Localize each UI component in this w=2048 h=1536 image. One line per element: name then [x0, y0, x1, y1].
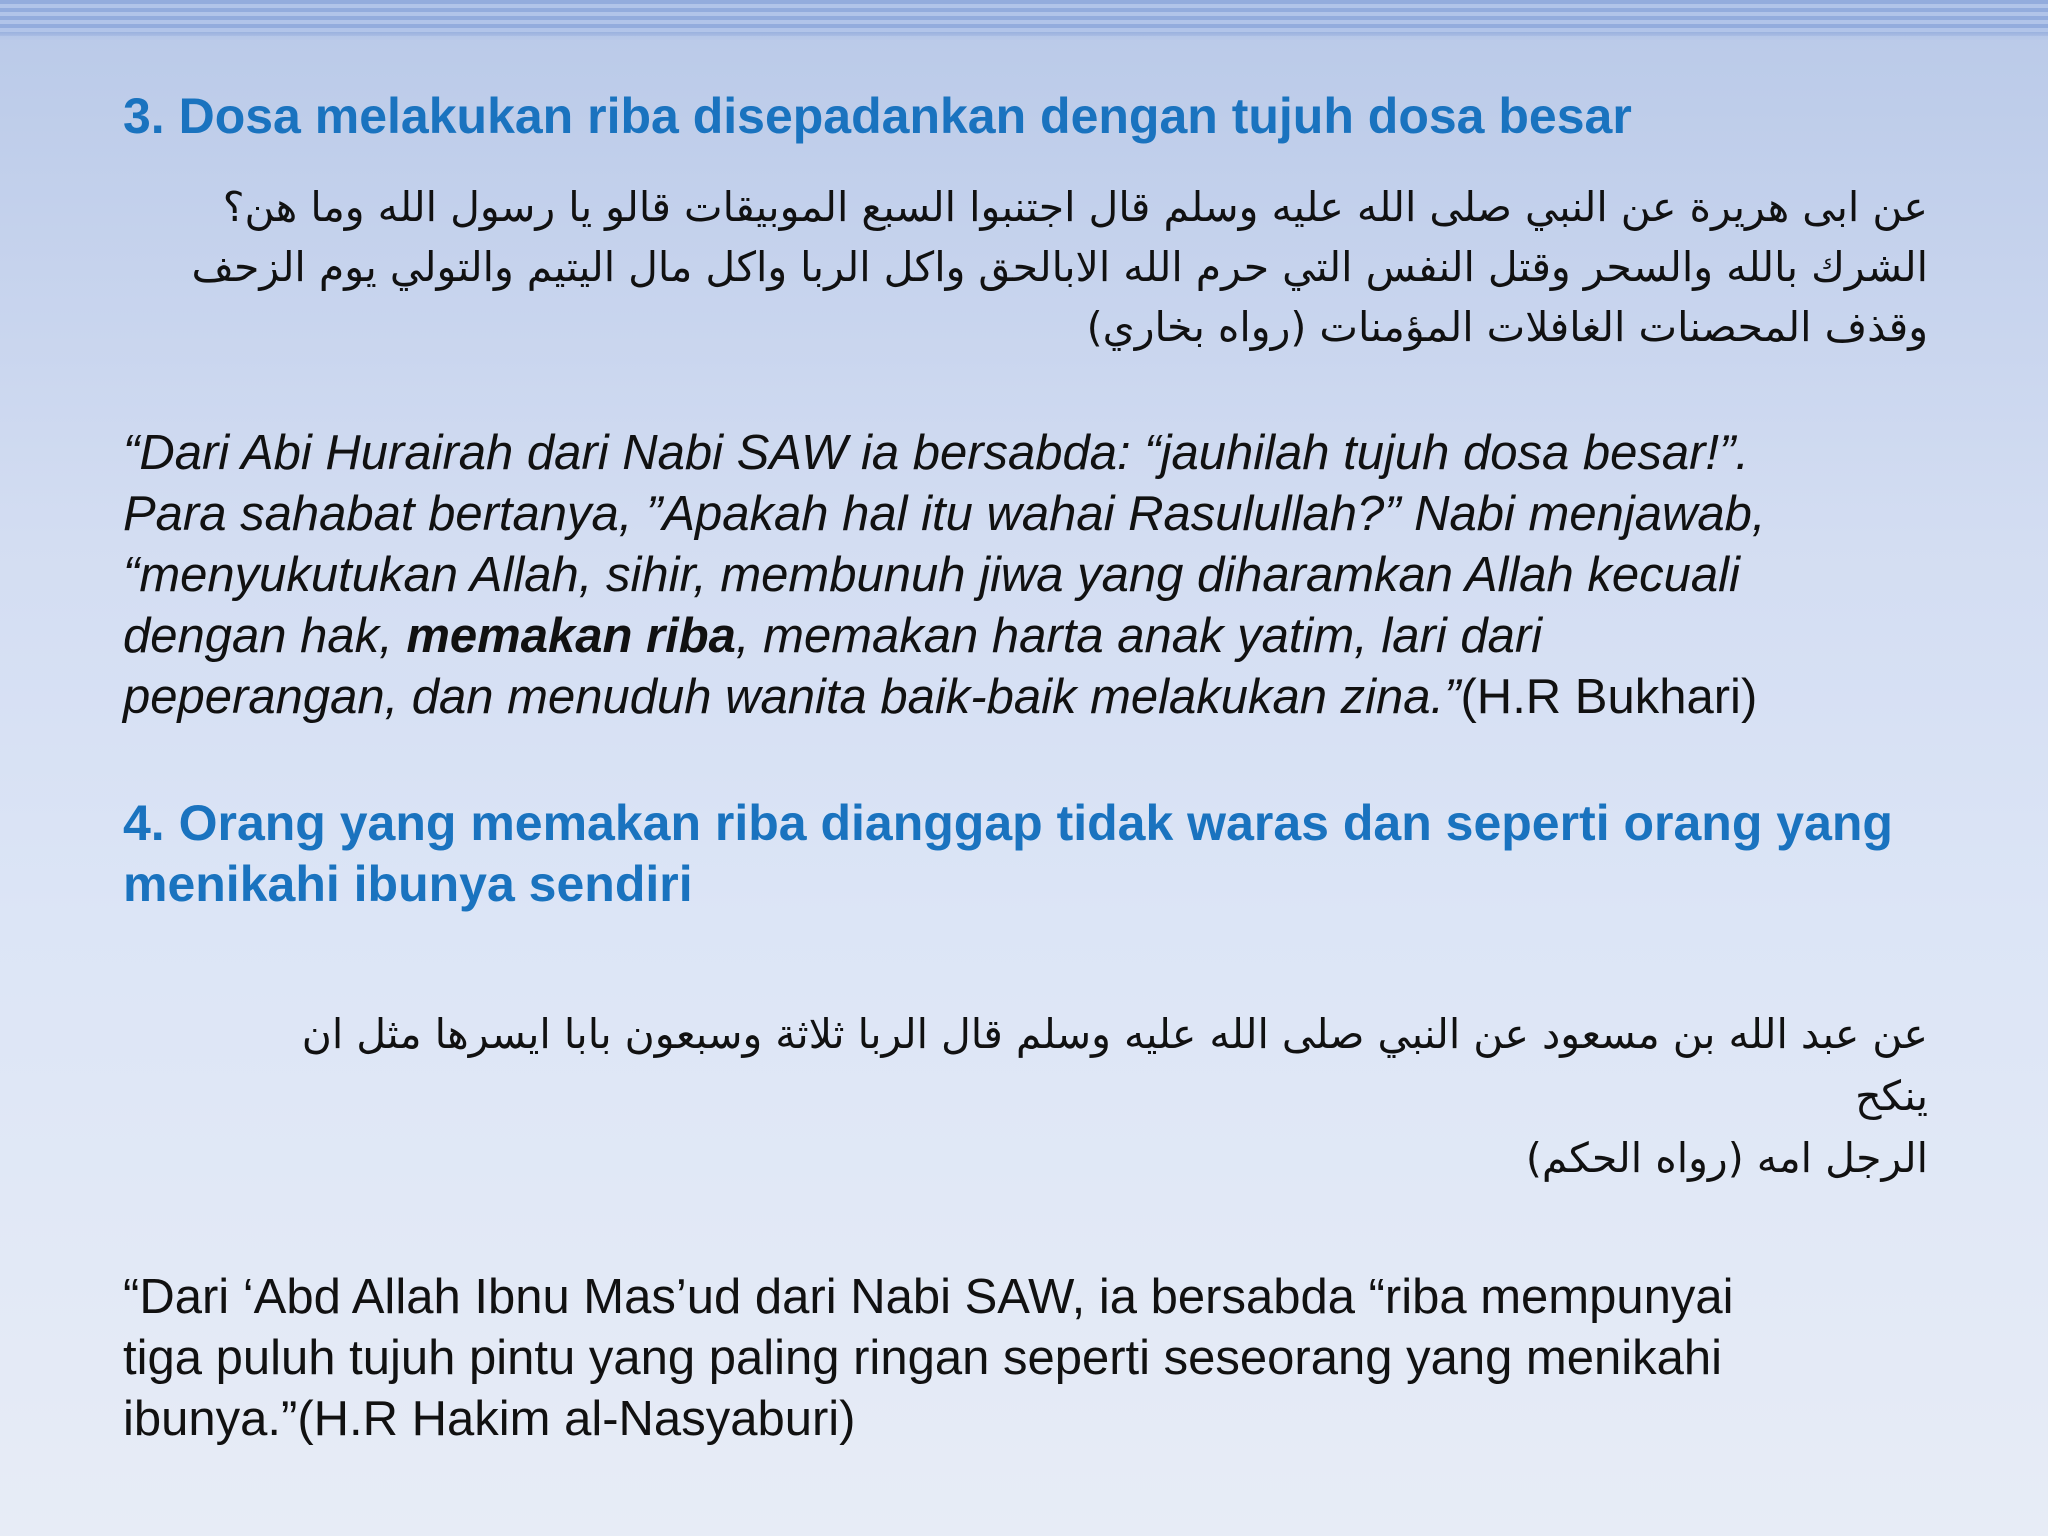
- section4-arabic-line-1: عن عبد الله بن مسعود عن النبي صلى الله عليه وسلم قال الربا ثلاثة وسبعون بابا ايسرها مثل ان: [301, 1010, 1928, 1058]
- section3-reference: (H.R Bukhari): [1460, 670, 1758, 724]
- section4-heading-line-1: 4. Orang yang memakan riba dianggap tidak waras dan seperti orang yang: [123, 795, 1893, 851]
- section4-translation-line-2: tiga puluh tujuh pintu yang paling ringan seperti seseorang yang menikahi: [123, 1331, 1723, 1385]
- section4-heading: [123, 793, 1928, 915]
- section4-translation-line-3: ibunya.”(H.R Hakim al-Nasyaburi): [123, 1392, 856, 1446]
- section3-translation-line-5-text: peperangan, dan menuduh wanita baik-baik melakukan zina.”: [123, 670, 1461, 724]
- section3-translation-line-4: [123, 606, 1928, 667]
- slide-content: [123, 86, 1928, 1450]
- section3-translation-line-5: [123, 667, 1928, 728]
- section3-arabic-line-2: الشرك بالله والسحر وقتل النفس التي حرم الله الابالحق واكل الربا واكل مال اليتيم والتولي يوم الزحف: [191, 243, 1928, 291]
- section3-translation-emphasis: memakan riba: [406, 609, 736, 663]
- section4-translation-line-1: “Dari ‘Abd Allah Ibnu Mas’ud dari Nabi SAW, ia bersabda “riba mempunyai: [123, 1270, 1734, 1324]
- section3-translation-line-1: “Dari Abi Hurairah dari Nabi SAW ia bersabda: “jauhilah tujuh dosa besar!”.: [123, 426, 1749, 480]
- section4-heading-line-2: menikahi ibunya sendiri: [123, 856, 693, 912]
- section3-translation-line-4-pre: dengan hak,: [123, 609, 407, 663]
- section4-translation: [123, 1267, 1928, 1450]
- section3-translation-line-3: “menyukutukan Allah, sihir, membunuh jiwa yang diharamkan Allah kecuali: [123, 548, 1740, 602]
- section3-arabic-line-3: وقذف المحصنات الغافلات المؤمنات (رواه بخاري): [1086, 303, 1928, 351]
- section3-arabic-line-1: عن ابى هريرة عن النبي صلى الله عليه وسلم قال اجتنبوا السبع الموبيقات قالو يا رسول الله وما هن؟: [222, 183, 1928, 231]
- section3-translation-line-4-post: , memakan harta anak yatim, lari dari: [735, 609, 1543, 663]
- section4-arabic-line-3: الرجل امه (رواه الحكم): [1525, 1134, 1928, 1182]
- section3-arabic-text: [123, 177, 1928, 357]
- section4-arabic-text: [123, 1003, 1928, 1189]
- section3-translation: [123, 423, 1928, 728]
- section3-heading: 3. Dosa melakukan riba disepadankan dengan tujuh dosa besar: [123, 88, 1632, 144]
- top-decorative-band: [0, 0, 2048, 40]
- section3-translation-line-2: Para sahabat bertanya, ”Apakah hal itu wahai Rasulullah?” Nabi menjawab,: [123, 487, 1766, 541]
- section4-arabic-line-2: ينكح: [1855, 1072, 1928, 1120]
